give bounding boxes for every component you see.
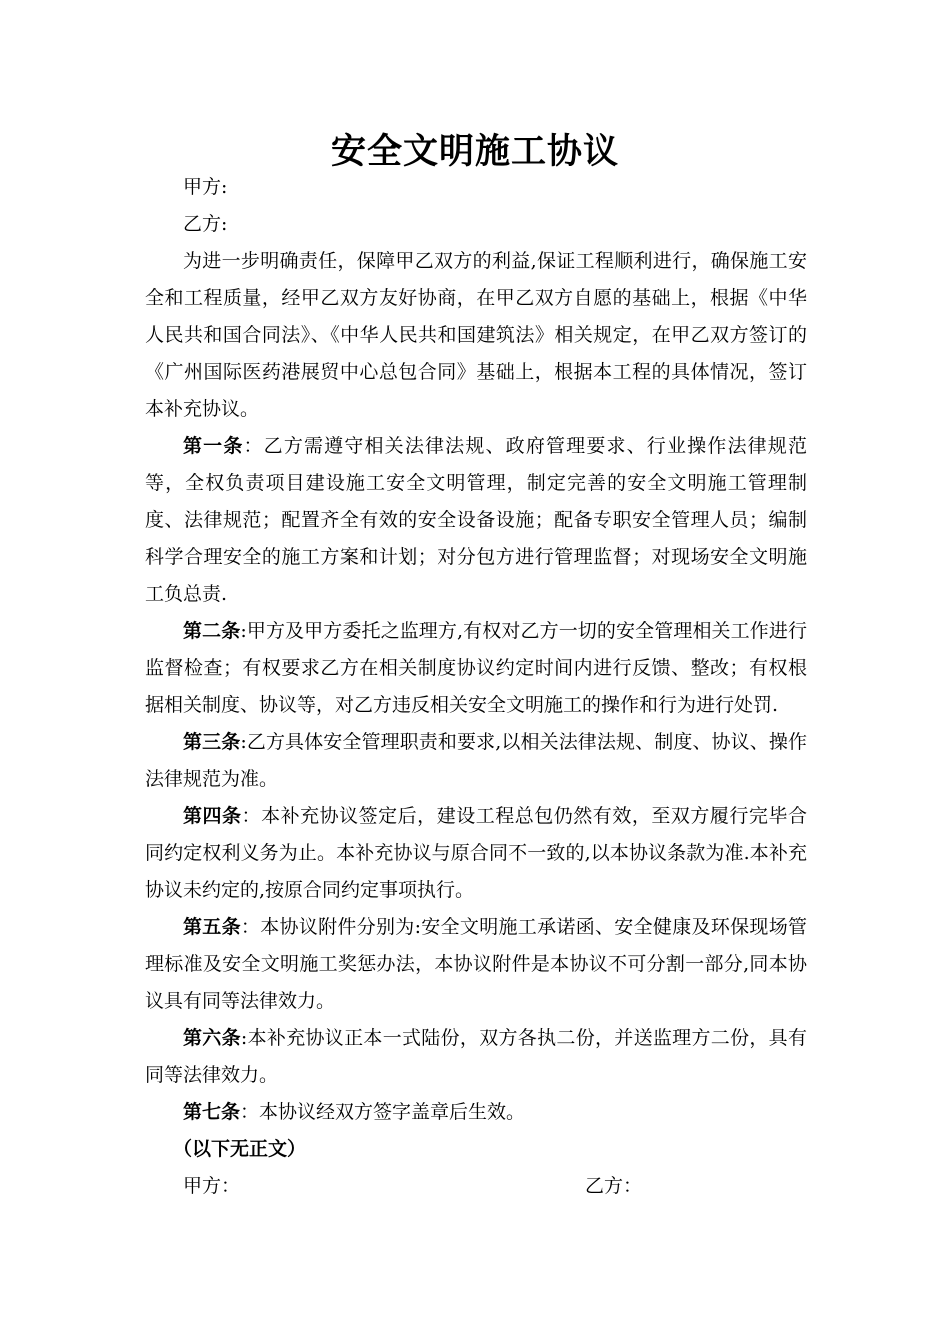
article-1-label: 第一条 [183, 435, 244, 457]
article-1 [145, 428, 807, 613]
signature-party-b: 乙方： [585, 1175, 643, 1197]
article-7 [145, 1094, 807, 1131]
article-4-separator: ： [241, 805, 262, 827]
party-b-line: 乙方: [183, 213, 228, 235]
article-4-text: 本补充协议签定后，建设工程总包仍然有效，至双方履行完毕合同约定权利义务为止。本补充协议与原合同不一致的,以本协议条款为准.本补充协议未约定的,按原合同约定事项执行。 [145, 805, 807, 901]
article-1-text: 乙方需遵守相关法律法规、政府管理要求、行业操作法律规范等，全权负责项目建设施工安全文明管理，制定完善的安全文明施工管理制度、法律规范；配置齐全有效的安全设备设施；配备专职安全管理人员；编制科学合理安全的施工方案和计划；对分包方进行管理监督；对现场安全文明施工负总责. [145, 435, 807, 605]
article-6 [145, 1020, 807, 1094]
article-3-separator: : [240, 731, 247, 753]
signature-party-a: 甲方： [183, 1175, 241, 1197]
article-7-label: 第七条 [183, 1101, 241, 1123]
article-6-text: 本补充协议正本一式陆份，双方各执二份，并送监理方二份，具有同等法律效力。 [145, 1027, 807, 1086]
article-2-separator: : [240, 620, 247, 642]
article-7-separator: ： [240, 1101, 260, 1123]
article-3-text: 乙方具体安全管理职责和要求,以相关法律法规、制度、协议、操作法律规范为准。 [145, 731, 807, 790]
article-5 [145, 909, 807, 1020]
article-2 [145, 613, 807, 724]
document-body [145, 169, 807, 1205]
article-3 [145, 724, 807, 798]
article-1-separator: ： [243, 435, 264, 457]
closing-note: （以下无正文） [173, 1138, 307, 1160]
preamble-paragraph: 为进一步明确责任，保障甲乙双方的利益,保证工程顺利进行，确保施工安全和工程质量，经甲乙双方友好协商，在甲乙双方自愿的基础上，根据《中华人民共和国合同法》、《中华人民共和国建筑法》相关规定，在甲乙双方签订的《广州国际医药港展贸中心总包合同》基础上，根据本工程的具体情况，签订本补充协议。 [145, 250, 807, 420]
article-5-label: 第五条 [183, 916, 241, 938]
article-5-separator: ： [240, 916, 261, 938]
article-5-text: 本协议附件分别为:安全文明施工承诺函、安全健康及环保现场管理标准及安全文明施工奖惩办法，本协议附件是本协议不可分割一部分,同本协议具有同等法律效力。 [145, 916, 807, 1012]
document-title: 安全文明施工协议 [330, 131, 619, 172]
article-6-label: 第六条 [183, 1027, 241, 1049]
party-a-line: 甲方: [183, 176, 228, 198]
article-2-text: 甲方及甲方委托之监理方,有权对乙方一切的安全管理相关工作进行监督检查；有权要求乙方在相关制度协议约定时间内进行反馈、整改；有权根据相关制度、协议等，对乙方违反相关安全文明施工的操作和行为进行处罚. [145, 620, 807, 716]
article-4-label: 第四条 [183, 805, 242, 827]
article-3-label: 第三条 [183, 731, 241, 753]
article-6-separator: : [240, 1027, 248, 1049]
article-4 [145, 798, 807, 909]
article-2-label: 第二条 [183, 620, 241, 642]
article-7-text: 本协议经双方签字盖章后生效。 [259, 1101, 526, 1123]
signature-row [145, 1168, 807, 1205]
